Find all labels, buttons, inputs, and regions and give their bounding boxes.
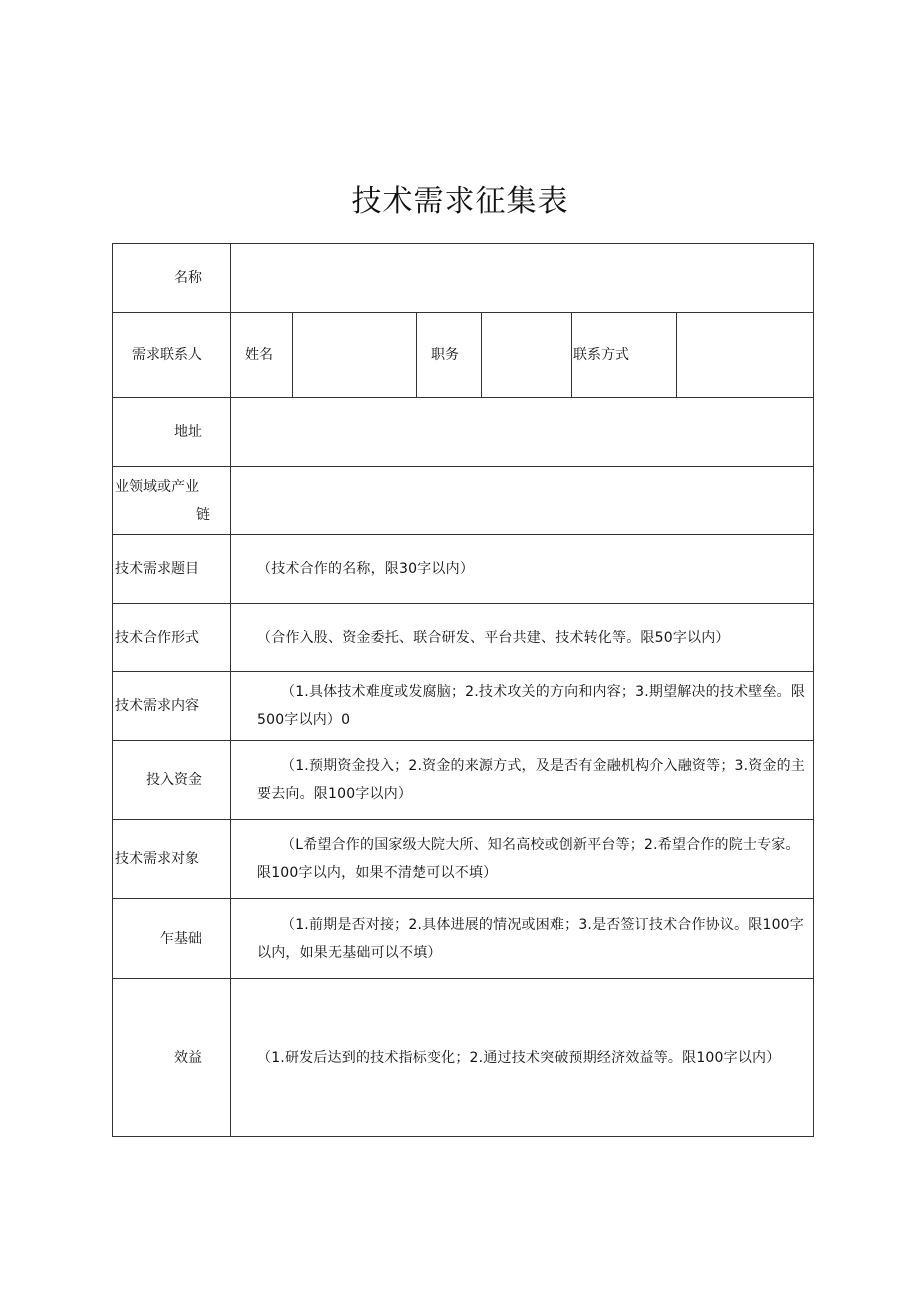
row-benefit	[113, 979, 814, 1137]
target-hint-text: （L希望合作的国家级大院大所、知名高校或创新平台等；2.希望合作的院士专家。限100字以内，如果不清楚可以不填）	[257, 837, 800, 881]
benefit-hint[interactable]: （1.研发后达到的技术指标变化；2.通过技术突破预期经济效益等。限100字以内）	[231, 979, 814, 1137]
industry-label-line1: 业领域或产业	[115, 478, 199, 495]
topic-label: 技术需求题目	[113, 535, 231, 604]
industry-label-line2: 链	[196, 506, 210, 523]
basis-hint[interactable]	[231, 899, 814, 979]
contact-label: 需求联系人	[113, 313, 231, 398]
industry-label	[113, 467, 231, 535]
row-name	[113, 244, 814, 313]
row-basis	[113, 899, 814, 979]
content-label: 技术需求内容	[113, 672, 231, 741]
row-address	[113, 398, 814, 467]
content-hint[interactable]	[231, 672, 814, 741]
contact-name-field[interactable]	[293, 313, 417, 398]
requirement-form-table	[112, 243, 814, 1137]
row-funds	[113, 741, 814, 820]
row-form	[113, 604, 814, 672]
row-target	[113, 820, 814, 899]
basis-label: 乍基础	[113, 899, 231, 979]
row-topic	[113, 535, 814, 604]
funds-hint[interactable]	[231, 741, 814, 820]
target-hint[interactable]	[231, 820, 814, 899]
funds-label: 投入资金	[113, 741, 231, 820]
address-label: 地址	[113, 398, 231, 467]
form-hint[interactable]: （合作入股、资金委托、联合研发、平台共建、技术转化等。限50字以内）	[231, 604, 814, 672]
name-field[interactable]	[231, 244, 814, 313]
contact-method-field[interactable]	[677, 313, 814, 398]
page-title: 技术需求征集表	[351, 184, 569, 219]
basis-hint-text: （1.前期是否对接；2.具体进展的情况或困难；3.是否签订技术合作协议。限100字以内，如果无基础可以不填）	[257, 916, 804, 961]
name-label: 名称	[113, 244, 231, 313]
contact-method-label: 联系方式	[572, 313, 677, 398]
target-label: 技术需求对象	[113, 820, 231, 899]
contact-name-label: 姓名	[231, 313, 293, 398]
content-hint-text: （1.具体技术难度或发腐脑；2.技术攻关的方向和内容；3.期望解决的技术壁垒。限500字以内）0	[257, 684, 806, 728]
address-field[interactable]	[231, 398, 814, 467]
row-content	[113, 672, 814, 741]
row-contact	[113, 313, 814, 398]
form-label: 技术合作形式	[113, 604, 231, 672]
funds-hint-text: （1.预期资金投入；2.资金的来源方式，及是否有金融机构介入融资等；3.资金的主要去向。限100字以内）	[257, 758, 806, 802]
benefit-label: 效益	[113, 979, 231, 1137]
topic-hint[interactable]: （技术合作的名称，限30字以内）	[231, 535, 814, 604]
contact-position-field[interactable]	[482, 313, 572, 398]
industry-field[interactable]	[231, 467, 814, 535]
row-industry	[113, 467, 814, 535]
contact-position-label: 职务	[417, 313, 482, 398]
